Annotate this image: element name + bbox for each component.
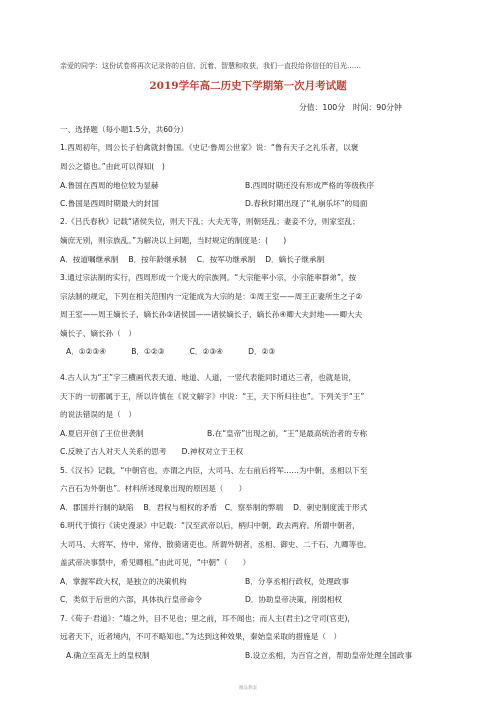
- text-line: B．分享丞相行政权，处理政事: [245, 577, 349, 586]
- text-line: A．掌握军政大权，是独立的决策机构: [60, 577, 187, 586]
- text-line: 远者天下，近者境内，不可不略知也。”为达到这种效果，秦始皇采取的措施是（ ）: [60, 632, 342, 641]
- text-line: B.在“皇帝”出现之前，“王”是最高统治者的专称: [207, 429, 368, 438]
- text-line: 六百石为外朝也”。材料所述现象出现的原因是（ ）: [60, 484, 247, 493]
- text-line: A.确立至高无上的皇权制: [66, 651, 150, 660]
- text-line: C．类似于后世的六部，具体执行皇帝命令: [60, 595, 202, 604]
- text-line: 周公之德也。”由此可以得知( ): [60, 162, 165, 171]
- text-line: C.反映了古人对天人关系的思考 D.神权对立于王权: [60, 447, 244, 456]
- text-line: A.鲁国在西周的地位较为显赫: [60, 181, 159, 190]
- section-heading: 一、选择题（每小题1.5分，共60分）: [60, 125, 189, 134]
- intro-text: 亲爱的同学：这份试卷将再次记录你的自信、沉着、智慧和收获，我们一直投给你信任的目光……: [60, 62, 361, 70]
- text-line: D.春秋时期出现了“礼崩乐坏”的局面: [245, 199, 368, 208]
- text-line: 嫡庶无别，则宗族乱。”为解决以上问题，当时规定的制度是：( ): [60, 236, 287, 245]
- text-line: A．按道嘱继承制 B．按年龄继承制 C．按军功继承制 D．嫡长子继承制: [60, 255, 325, 264]
- text-line: 3.通过宗法制的实行，西周形成一个庞大的宗族网。“大宗能率小宗，小宗能率群弟”，按: [60, 273, 357, 282]
- text-line: B.西周时期还没有形成严格的等级秩序: [245, 181, 375, 190]
- text-line: C.鲁国是西周时期最大的封国: [60, 199, 159, 208]
- text-line: A．郡国并行制的缺陷 B．君权与相权的矛盾 C．察举制的弊端 D．刺史制度流于形式: [60, 503, 368, 512]
- text-line: A.夏启开创了王位世袭制: [60, 429, 144, 438]
- text-line: 2.《吕氏春秋》记载“诸侯失位，则天下乱；大夫无等，则朝廷乱；妻妾不分，则家室乱；: [60, 217, 360, 226]
- text-line: 周王室——周王嫡长子、嫡长孙③诸侯国——诸侯嫡长子、嫡长孙④卿大夫封地——卿大夫: [60, 310, 363, 319]
- text-line: 1.西周初年，周公长子伯禽就封鲁国。《史记·鲁周公世家》说：“鲁有天子之礼乐者，以褒: [60, 143, 359, 152]
- text-line: B.设立丞相，为百官之首，帮助皇帝处理全国政事: [245, 651, 413, 660]
- text-line: D．协助皇帝决策，削弱相权: [245, 595, 342, 604]
- text-line: 6.明代于慎行《读史漫录》中记载：“汉至武帝以后，柄归中朝，政去两府。所谓中朝者，: [60, 521, 360, 530]
- text-line: 嫡长子、嫡长孙（ ）: [60, 329, 136, 338]
- page-title: 2019学年高二历史下学期第一次月考试题: [149, 80, 347, 92]
- text-line: 宗法制的规定，下列在相关范围内一定能成为大宗的是：①周王室——周王正妻所生之子②: [60, 292, 363, 301]
- page-footer: 精品教案: [239, 686, 257, 691]
- text-line: 天下的一切都属于王，所以许慎在《说文解字》中说：“王，天下所归往也”。下列关于“王”: [60, 392, 365, 401]
- text-line: 5.《汉书》记载，“中朝官也，亦谓之内臣，大司马、左右前后将军……为中朝，丞相以下至: [60, 466, 368, 475]
- text-line: 盖武帝决事禁中，希见卿相。”由此可见，“中朝”（ ）: [60, 558, 251, 567]
- text-line: 大司马、大将军、侍中、常侍、散骑诸吏也。所谓外朝者，丞相、御史、二千石、九卿等也。: [60, 540, 372, 549]
- score-time-info: 分值：100分 时间：90分钟: [299, 103, 402, 112]
- text-line: 4.古人认为“王”字三横画代表天道、地道、人道，一竖代表能同时通达三者，也就是说，: [60, 373, 357, 382]
- text-line: 的说法错误的是（ ）: [60, 410, 136, 419]
- text-line: A．①②③④ B．①②③ C．②③④ D．②③: [66, 347, 276, 356]
- text-line: 7.《荀子·君道》：“墙之外，目不见也；里之前，耳不闻也；而人主(君主)之守司(官吏)，: [60, 614, 356, 623]
